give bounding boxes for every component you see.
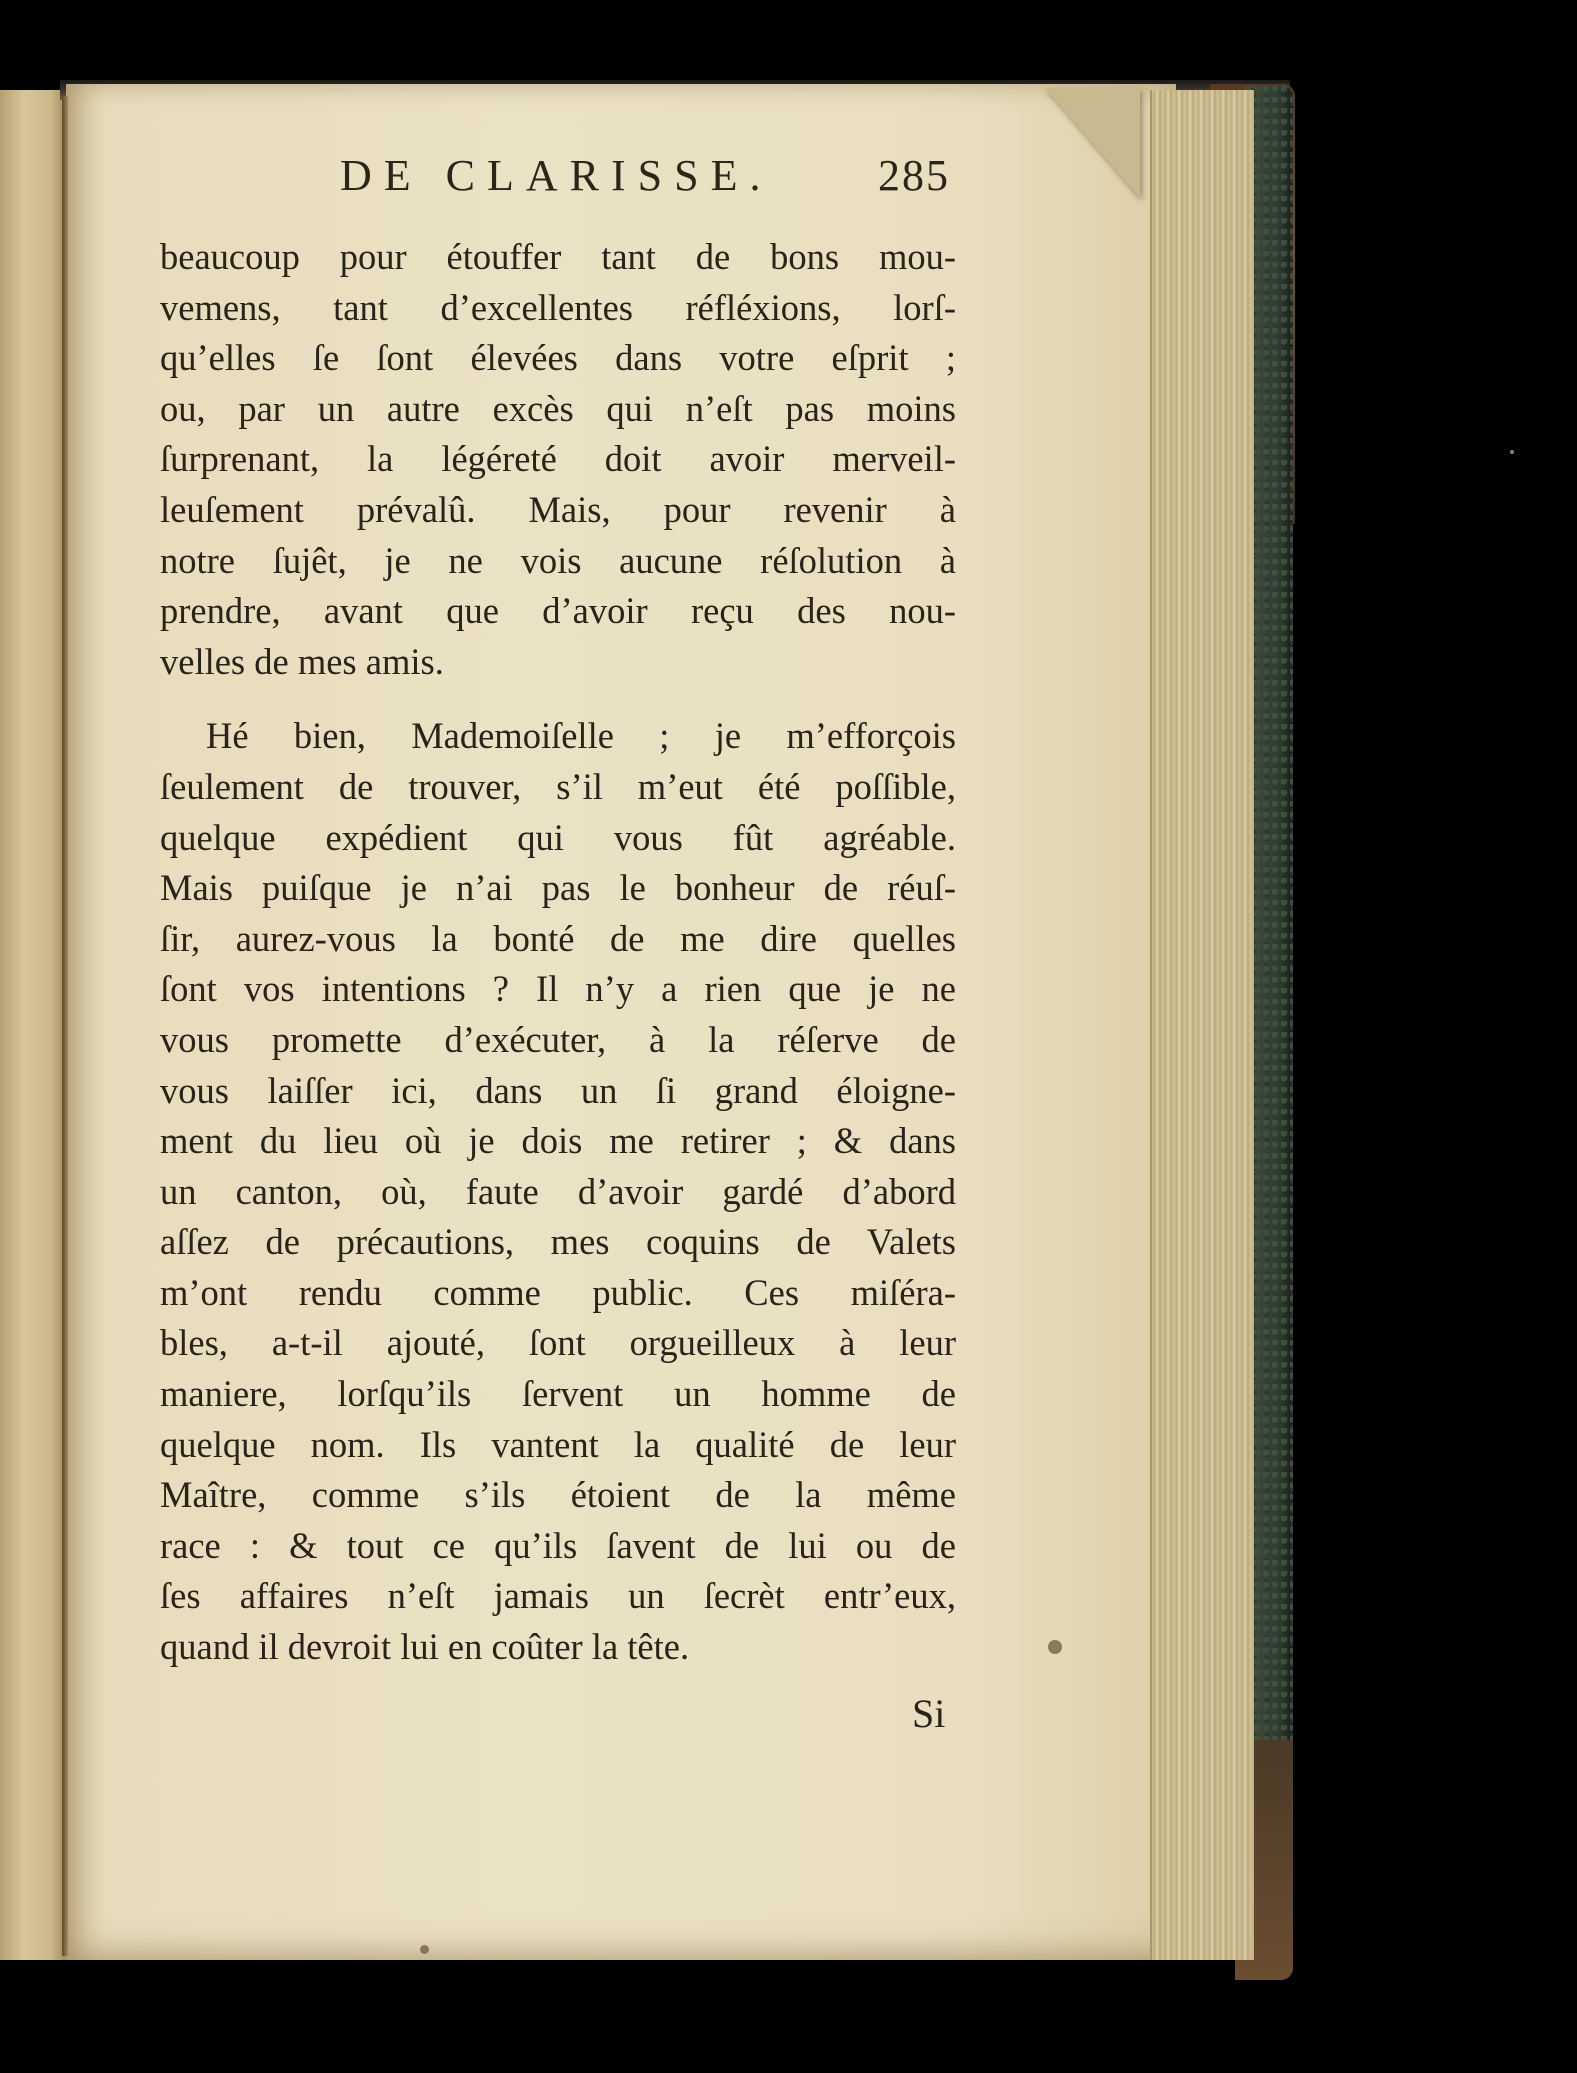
text-line: m’ont rendu comme public. Ces miſéra-: [160, 1271, 956, 1313]
text-line: vous promette d’exécuter, à la réſerve de: [160, 1018, 956, 1060]
running-head-title: DE CLARISSE.: [340, 151, 773, 200]
text-line: ſeulement de trouver, s’il m’eut été poſſible,: [160, 765, 956, 807]
text-line: maniere, lorſqu’ils ſervent un homme de: [160, 1373, 956, 1415]
text-line: beaucoup pour étouffer tant de bons mou-: [160, 236, 956, 277]
text-line: ou, par un autre excès qui n’eſt pas moins: [160, 387, 956, 429]
text-line: ſir, aurez-vous la bonté de me dire quelles: [160, 917, 956, 959]
running-head: [340, 150, 950, 210]
text-line: Maître, comme s’ils étoient de la même: [160, 1474, 956, 1516]
text-line: qu’elles ſe ſont élevées dans votre eſprit ;: [160, 337, 956, 379]
catchword: Si: [912, 1691, 946, 1736]
text-line: un canton, où, faute d’avoir gardé d’abord: [160, 1170, 956, 1212]
paper-speck: [420, 1945, 429, 1954]
text-line: ſes affaires n’eſt jamais un ſecrèt entr’eux,: [160, 1575, 956, 1617]
gutter: [62, 96, 68, 1956]
text-line: ment du lieu où je dois me retirer ; & dans: [160, 1120, 956, 1162]
text-line: bles, a-t-il ajouté, ſont orgueilleux à leur: [160, 1322, 956, 1364]
text-line: ſont vos intentions ? Il n’y a rien que je ne: [160, 968, 956, 1010]
facing-page-edge: [0, 90, 70, 1960]
text-line: vemens, tant d’excellentes réfléxions, lorſ-: [160, 286, 956, 328]
paragraph-gap: [160, 687, 956, 711]
text-line: quelque nom. Ils vantent la qualité de leur: [160, 1423, 956, 1465]
text-line: quand il devroit lui en coûter la tête.: [160, 1626, 690, 1668]
text-line: notre ſujêt, je ne vois aucune réſolution à: [160, 539, 956, 581]
text-line: prendre, avant que d’avoir reçu des nou-: [160, 590, 956, 632]
text-line: aſſez de précautions, mes coquins de Valets: [160, 1221, 956, 1263]
text-line: vous laiſſer ici, dans un ſi grand éloigne-: [160, 1069, 956, 1111]
page-fore-edge: [1150, 90, 1254, 1960]
text-line: Hé bien, Mademoiſelle ; je m’efforçois: [206, 715, 956, 757]
text-line: quelque expédient qui vous fût agréable.: [160, 816, 956, 858]
folded-corner: [1045, 88, 1140, 198]
text-line: velles de mes amis.: [160, 640, 444, 682]
text-line: ſurprenant, la légéreté doit avoir merveil-: [160, 438, 956, 480]
body-text: [160, 232, 956, 1673]
text-line: race : & tout ce qu’ils ſavent de lui ou de: [160, 1524, 956, 1566]
page-number: 285: [878, 151, 950, 200]
paper-speck: [1510, 450, 1514, 454]
paper-speck: [1048, 1640, 1062, 1654]
text-line: Mais puiſque je n’ai pas le bonheur de réuſ-: [160, 867, 956, 909]
text-line: leuſement prévalû. Mais, pour revenir à: [160, 488, 956, 530]
